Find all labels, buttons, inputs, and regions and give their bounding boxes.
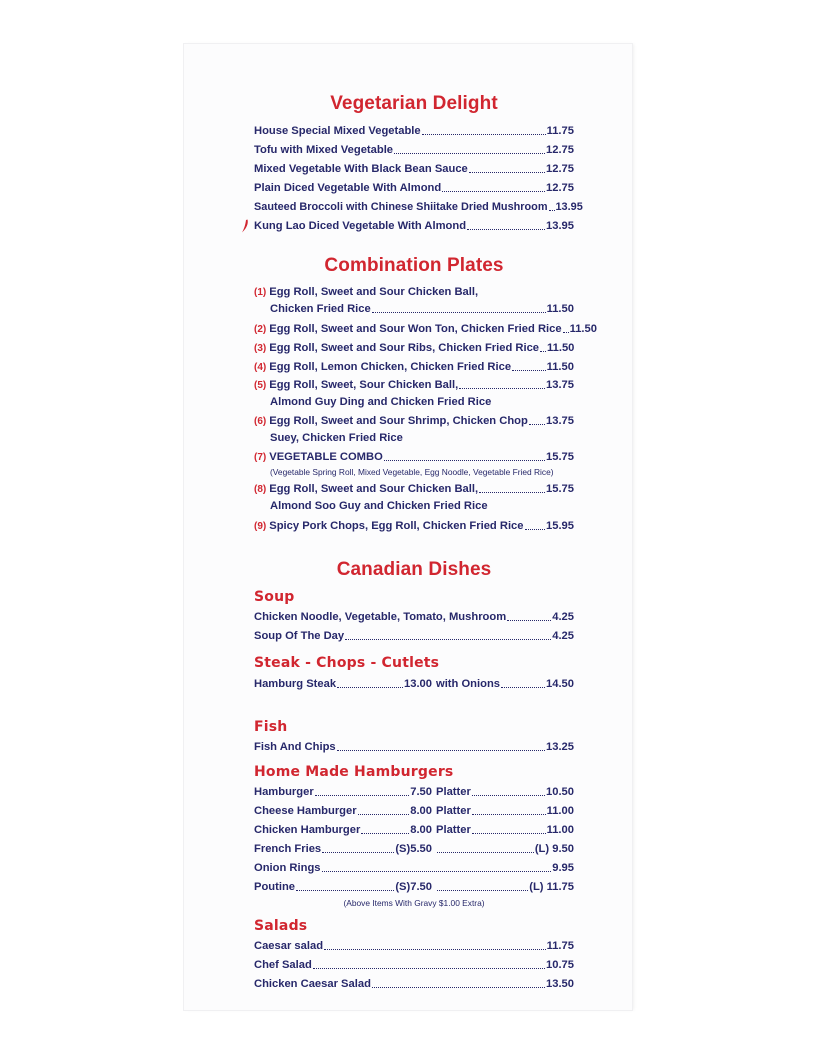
burgers-title: Home Made Hamburgers	[254, 764, 454, 780]
menu-item: (1) Egg Roll, Sweet and Sour Chicken Ball,	[254, 286, 479, 298]
soup-title: Soup	[254, 589, 295, 605]
menu-item: Plain Diced Vegetable With Almond 12.75	[254, 182, 574, 194]
menu-item: (4) Egg Roll, Lemon Chicken, Chicken Fried Rice 11.50	[254, 361, 574, 373]
menu-item: Chicken Caesar Salad 13.50	[254, 978, 574, 990]
menu-item: Chef Salad 10.75	[254, 959, 574, 971]
menu-item: Sauteed Broccoli with Chinese Shiitake Dried Mushroom 13.95	[254, 201, 583, 213]
menu-item-cont: Suey, Chicken Fried Rice	[270, 432, 403, 444]
item-note: (Vegetable Spring Roll, Mixed Vegetable, Egg Noodle, Vegetable Fried Rice)	[270, 467, 554, 477]
menu-item: (8) Egg Roll, Sweet and Sour Chicken Ball, 15.75	[254, 483, 574, 495]
menu-item: Mixed Vegetable With Black Bean Sauce 12.75	[254, 163, 574, 175]
menu-item: Hamburg Steak 13.00 with Onions 14.50	[254, 678, 574, 690]
fish-title: Fish	[254, 719, 288, 735]
menu-content	[254, 92, 597, 994]
menu-item: French Fries (S)5.50 (L) 9.50	[254, 843, 574, 855]
gravy-note: (Above Items With Gravy $1.00 Extra)	[343, 898, 485, 908]
menu-item: Caesar salad 11.75	[254, 940, 574, 952]
menu-item-spicy: Kung Lao Diced Vegetable With Almond 13.95	[254, 217, 574, 236]
menu-item: (5) Egg Roll, Sweet, Sour Chicken Ball, 13.75	[254, 379, 574, 391]
menu-item: House Special Mixed Vegetable 11.75	[254, 125, 574, 137]
menu-item: Onion Rings 9.95	[254, 862, 574, 874]
menu-item: (9) Spicy Pork Chops, Egg Roll, Chicken Fried Rice 15.95	[254, 520, 574, 532]
menu-item: (2) Egg Roll, Sweet and Sour Won Ton, Chicken Fried Rice 11.50	[254, 323, 597, 335]
menu-item-cont: Almond Guy Ding and Chicken Fried Rice	[270, 396, 492, 408]
menu-item: Chicken Noodle, Vegetable, Tomato, Mushroom 4.25	[254, 611, 574, 623]
menu-item: Soup Of The Day 4.25	[254, 630, 574, 642]
menu-item: Cheese Hamburger 8.00 Platter 11.00	[254, 805, 574, 817]
salads-title: Salads	[254, 918, 308, 934]
steak-title: Steak - Chops - Cutlets	[254, 655, 440, 671]
vegetarian-title: Vegetarian Delight	[330, 93, 498, 114]
combination-title: Combination Plates	[324, 255, 504, 276]
menu-item: Hamburger 7.50 Platter 10.50	[254, 786, 574, 798]
menu-item: (7) VEGETABLE COMBO 15.75	[254, 451, 574, 463]
menu-item-cont: Chicken Fried Rice 11.50	[270, 303, 574, 315]
menu-item-cont: Almond Soo Guy and Chicken Fried Rice	[270, 500, 488, 512]
menu-item: Poutine (S)7.50 (L) 11.75	[254, 881, 574, 893]
canadian-title: Canadian Dishes	[336, 559, 492, 580]
menu-page	[184, 44, 632, 1010]
menu-item: Chicken Hamburger 8.00 Platter 11.00	[254, 824, 574, 836]
menu-item: (3) Egg Roll, Sweet and Sour Ribs, Chicken Fried Rice 11.50	[254, 342, 575, 354]
combination-list	[254, 284, 597, 536]
menu-item: (6) Egg Roll, Sweet and Sour Shrimp, Chicken Chop 13.75	[254, 415, 574, 427]
menu-item: Fish And Chips 13.25	[254, 741, 574, 753]
vegetarian-list	[254, 122, 583, 236]
pepper-icon	[241, 219, 249, 233]
menu-item: Tofu with Mixed Vegetable 12.75	[254, 144, 574, 156]
